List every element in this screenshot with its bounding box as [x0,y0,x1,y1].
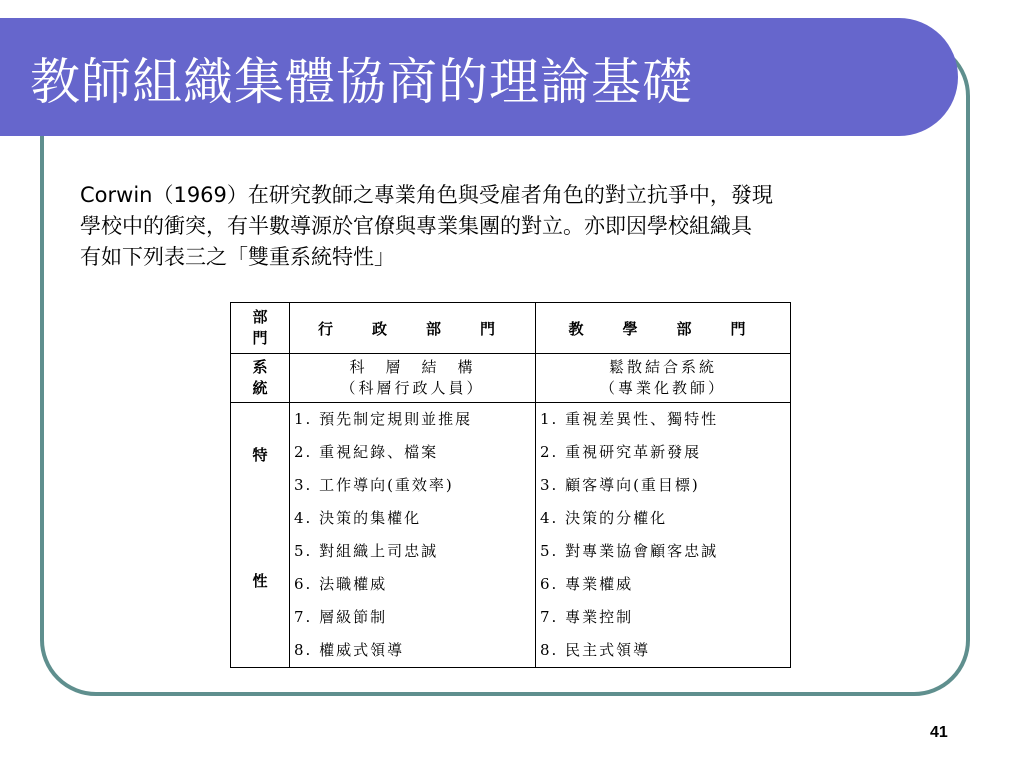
admin-trait-item: 5. 對組織上司忠誠 [294,542,439,560]
system-row [231,354,791,403]
dept-label-char: 門 [252,329,268,347]
dept-label-char: 部 [252,308,268,326]
system-label-char: 統 [252,379,268,397]
admin-trait-item: 4. 決策的集權化 [294,509,422,527]
system-label-cell [231,354,290,403]
admin-system-line: 科 層 結 構 [349,358,476,376]
admin-trait-item: 8. 權威式領導 [294,641,405,659]
teaching-trait-item: 7. 專業控制 [540,608,634,626]
traits-label-cell [231,403,290,668]
teaching-traits-cell [536,403,791,668]
dual-system-table [230,302,791,668]
admin-trait-item: 2. 重視紀錄、檔案 [294,443,439,461]
body-line: 學校中的衝突，有半數導源於官僚與專業集團的對立。亦即因學校組織具 [80,214,752,238]
admin-system-cell [290,354,536,403]
admin-trait-item: 6. 法職權威 [294,575,388,593]
teaching-trait-item: 5. 對專業協會顧客忠誠 [540,542,719,560]
admin-trait-item: 3. 工作導向(重效率) [294,476,454,494]
teaching-trait-item: 1. 重視差異性、獨特性 [540,410,719,428]
traits-label-char: 性 [252,572,268,590]
teaching-system-line: （專業化教師） [599,379,726,397]
body-line: 有如下列表三之「雙重系統特性」 [80,245,395,269]
table-header-row [231,303,791,354]
system-label-char: 系 [252,358,268,376]
teaching-dept-header: 教 學 部 門 [536,303,791,354]
admin-trait-item: 7. 層級節制 [294,608,388,626]
teaching-system-line: 鬆散結合系統 [608,358,717,376]
slide-title: 教師組織集體協商的理論基礎 [30,53,693,111]
body-paragraph [80,180,920,273]
page-number: 41 [930,724,948,741]
teaching-trait-item: 8. 民主式領導 [540,641,651,659]
traits-label-char: 特 [252,446,268,464]
dept-label-cell [231,303,290,354]
teaching-trait-item: 2. 重視研究革新發展 [540,443,702,461]
teaching-trait-item: 3. 顧客導向(重目標) [540,476,700,494]
admin-traits-cell [290,403,536,668]
teaching-trait-item: 6. 專業權威 [540,575,634,593]
admin-dept-header: 行 政 部 門 [290,303,536,354]
title-banner [0,18,958,136]
traits-row [231,403,791,668]
teaching-trait-item: 4. 決策的分權化 [540,509,668,527]
admin-trait-item: 1. 預先制定規則並推展 [294,410,473,428]
body-line: Corwin（1969）在研究教師之專業角色與受雇者角色的對立抗爭中，發現 [80,183,773,207]
teaching-system-cell [536,354,791,403]
admin-system-line: （科層行政人員） [340,379,485,397]
